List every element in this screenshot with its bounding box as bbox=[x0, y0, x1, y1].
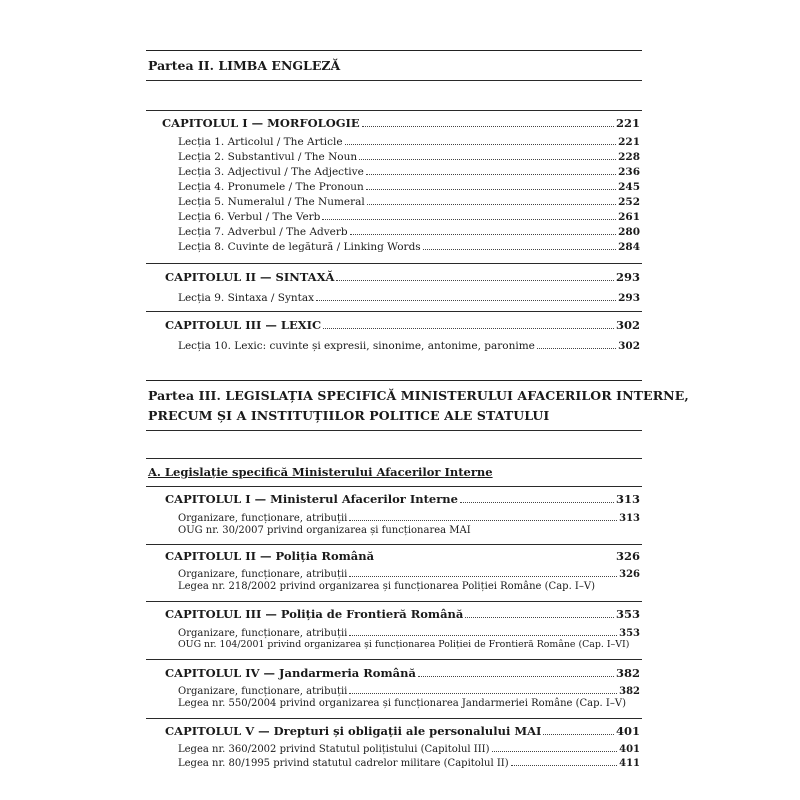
lesson-title: Lecția 6. Verbul / The Verb bbox=[178, 211, 321, 223]
page-number: 326 bbox=[615, 549, 640, 563]
toc-item[interactable] bbox=[178, 567, 640, 581]
chapter-title: CAPITOLUL III — LEXIC bbox=[165, 318, 322, 332]
page-number: 221 bbox=[615, 116, 640, 130]
page-number: 382 bbox=[619, 686, 640, 697]
lesson-title: Lecția 8. Cuvinte de legătură / Linking Words bbox=[178, 241, 421, 253]
toc-chapter[interactable] bbox=[165, 666, 640, 680]
toc-item[interactable] bbox=[178, 525, 640, 539]
divider bbox=[146, 659, 642, 660]
divider bbox=[146, 544, 642, 545]
toc-lesson[interactable] bbox=[178, 240, 640, 254]
leader-dots bbox=[362, 117, 614, 127]
lesson-title: Lecția 10. Lexic: cuvinte și expresii, sinonime, antonime, paronime bbox=[178, 340, 535, 352]
part-iii-title-line2: PRECUM ȘI A INSTITUȚIILOR POLITICE ALE STATULUI bbox=[148, 408, 550, 423]
item-title: Organizare, funcționare, atribuții bbox=[178, 569, 348, 580]
page-number: 261 bbox=[618, 211, 640, 223]
leader-dots bbox=[349, 684, 617, 694]
divider bbox=[146, 601, 642, 602]
item-title: OUG nr. 104/2001 privind organizarea și funcționarea Poliției de Frontieră Române (Cap. I–VI) bbox=[178, 639, 630, 650]
toc-item[interactable] bbox=[178, 639, 640, 653]
leader-dots bbox=[323, 319, 614, 329]
page-number: 326 bbox=[619, 569, 640, 580]
part-iii-title-line1: Partea III. LEGISLAȚIA SPECIFICĂ MINISTERULUI AFACERILOR INTERNE, bbox=[148, 388, 689, 403]
page-number: 401 bbox=[615, 724, 640, 738]
item-title: Legea nr. 550/2004 privind organizarea și funcționarea Jandarmeriei Române (Cap. I–V) bbox=[178, 698, 626, 709]
toc-lesson[interactable] bbox=[178, 165, 640, 179]
lesson-title: Lecția 1. Articolul / The Article bbox=[178, 136, 343, 148]
toc-chapter[interactable] bbox=[165, 724, 640, 738]
page-number: 293 bbox=[618, 292, 640, 304]
page-number: 280 bbox=[618, 226, 640, 238]
leader-dots bbox=[349, 511, 617, 521]
divider bbox=[146, 718, 642, 719]
chapter-title: CAPITOLUL I — Ministerul Afacerilor Interne bbox=[165, 492, 458, 506]
chapter-title: CAPITOLUL V — Drepturi și obligații ale personalului MAI bbox=[165, 724, 542, 738]
leader-dots bbox=[492, 742, 618, 752]
divider bbox=[146, 50, 642, 51]
lesson-title: Lecția 2. Substantivul / The Noun bbox=[178, 151, 358, 163]
page-number: 353 bbox=[615, 607, 640, 621]
leader-dots bbox=[366, 180, 616, 190]
lesson-title: Lecția 9. Sintaxa / Syntax bbox=[178, 292, 315, 304]
chapter-title: CAPITOLUL III — Poliția de Frontieră Română bbox=[165, 607, 464, 621]
divider bbox=[146, 380, 642, 381]
item-title: Legea nr. 80/1995 privind statutul cadrelor militare (Capitolul II) bbox=[178, 758, 509, 769]
toc-lesson[interactable] bbox=[178, 210, 640, 224]
part-ii-title: Partea II. LIMBA ENGLEZĂ bbox=[148, 58, 341, 73]
item-title: Organizare, funcționare, atribuții bbox=[178, 513, 348, 524]
toc-item[interactable] bbox=[178, 742, 640, 756]
leader-dots bbox=[345, 135, 616, 145]
leader-dots bbox=[418, 667, 614, 677]
item-title: Legea nr. 360/2002 privind Statutul polițistului (Capitolul III) bbox=[178, 744, 490, 755]
leader-dots bbox=[336, 271, 614, 281]
leader-dots bbox=[423, 240, 616, 250]
leader-dots bbox=[543, 725, 614, 735]
toc-chapter[interactable] bbox=[165, 318, 640, 332]
section-a-title: A. Legislație specifică Ministerului Afacerilor Interne bbox=[148, 465, 493, 479]
toc-chapter[interactable] bbox=[165, 270, 640, 284]
page-number: 411 bbox=[619, 758, 640, 769]
leader-dots bbox=[316, 291, 616, 301]
leader-dots bbox=[537, 339, 616, 349]
lesson-title: Lecția 4. Pronumele / The Pronoun bbox=[178, 181, 364, 193]
leader-dots bbox=[349, 567, 617, 577]
toc-chapter[interactable] bbox=[165, 549, 640, 563]
lesson-title: Lecția 3. Adjectivul / The Adjective bbox=[178, 166, 364, 178]
toc-item[interactable] bbox=[178, 756, 640, 770]
leader-dots bbox=[366, 165, 616, 175]
page-number: 252 bbox=[618, 196, 640, 208]
page-number: 302 bbox=[618, 340, 640, 352]
toc-item[interactable] bbox=[178, 698, 640, 712]
item-title: Organizare, funcționare, atribuții bbox=[178, 628, 348, 639]
toc-lesson[interactable] bbox=[178, 225, 640, 239]
chapter-title: CAPITOLUL I — MORFOLOGIE bbox=[162, 116, 360, 130]
page-number: 313 bbox=[619, 513, 640, 524]
chapter-title: CAPITOLUL IV — Jandarmeria Română bbox=[165, 666, 416, 680]
leader-dots bbox=[465, 608, 614, 618]
toc-lesson[interactable] bbox=[178, 150, 640, 164]
leader-dots bbox=[350, 225, 616, 235]
page-number: 353 bbox=[619, 628, 640, 639]
item-title: OUG nr. 30/2007 privind organizarea și funcționarea MAI bbox=[178, 525, 471, 536]
toc-item[interactable] bbox=[178, 581, 640, 595]
chapter-title: CAPITOLUL II — SINTAXĂ bbox=[165, 270, 335, 284]
leader-dots bbox=[367, 195, 616, 205]
chapter-title: CAPITOLUL II — Poliția Română bbox=[165, 549, 375, 563]
toc-chapter[interactable] bbox=[165, 607, 640, 621]
divider bbox=[146, 458, 642, 459]
toc-lesson[interactable] bbox=[178, 339, 640, 353]
page-number: 228 bbox=[618, 151, 640, 163]
page-number: 313 bbox=[615, 492, 640, 506]
divider bbox=[146, 311, 642, 312]
page-number: 221 bbox=[618, 136, 640, 148]
lesson-title: Lecția 7. Adverbul / The Adverb bbox=[178, 226, 348, 238]
divider bbox=[146, 486, 642, 487]
item-title: Organizare, funcționare, atribuții bbox=[178, 686, 348, 697]
leader-dots bbox=[322, 210, 616, 220]
toc-chapter[interactable] bbox=[162, 116, 640, 130]
page-number: 284 bbox=[618, 241, 640, 253]
toc-lesson[interactable] bbox=[178, 180, 640, 194]
toc-lesson[interactable] bbox=[178, 135, 640, 149]
divider bbox=[146, 80, 642, 81]
toc-lesson[interactable] bbox=[178, 291, 640, 305]
toc-chapter[interactable] bbox=[165, 492, 640, 506]
page-number: 236 bbox=[618, 166, 640, 178]
item-title: Legea nr. 218/2002 privind organizarea și funcționarea Poliției Române (Cap. I–V) bbox=[178, 581, 596, 592]
divider bbox=[146, 110, 642, 111]
divider bbox=[146, 263, 642, 264]
page-number: 401 bbox=[619, 744, 640, 755]
page-number: 302 bbox=[615, 318, 640, 332]
page-number: 293 bbox=[615, 270, 640, 284]
lesson-title: Lecția 5. Numeralul / The Numeral bbox=[178, 196, 365, 208]
leader-dots bbox=[460, 493, 614, 503]
page-number: 382 bbox=[615, 666, 640, 680]
divider bbox=[146, 430, 642, 431]
leader-dots bbox=[349, 626, 617, 636]
page-number: 245 bbox=[618, 181, 640, 193]
toc-item[interactable] bbox=[178, 511, 640, 525]
toc-item[interactable] bbox=[178, 626, 640, 640]
toc-item[interactable] bbox=[178, 684, 640, 698]
toc-lesson[interactable] bbox=[178, 195, 640, 209]
leader-dots bbox=[511, 756, 618, 766]
leader-dots bbox=[359, 150, 616, 160]
